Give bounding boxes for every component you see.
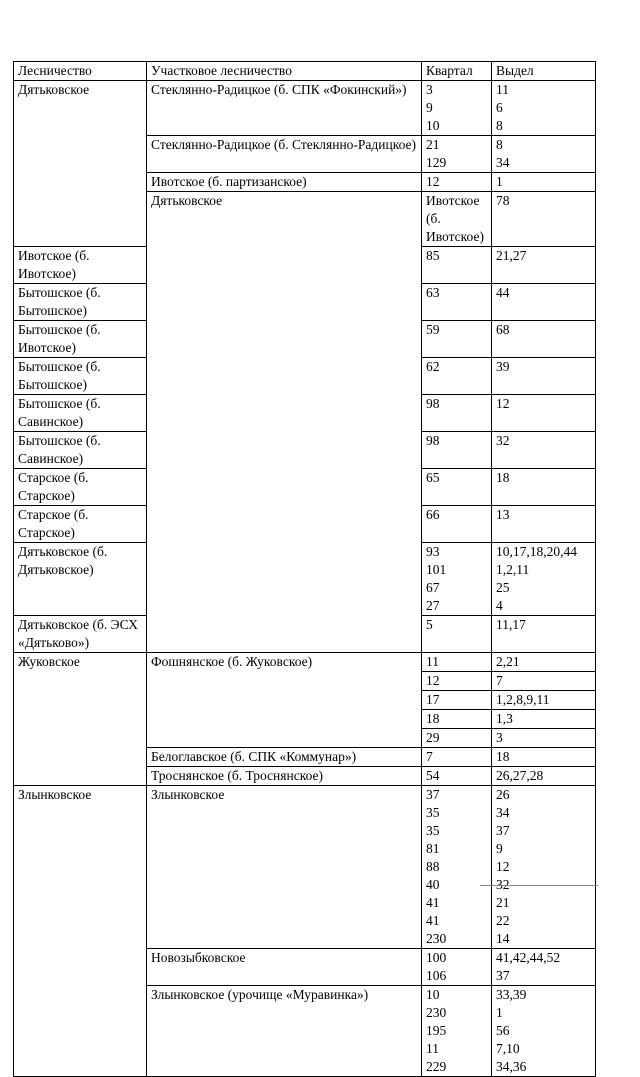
allotment-cell [492,395,596,432]
allotment-value: 33,39 [496,987,527,1002]
allotment-value: 14 [496,931,510,946]
quarter-cell [422,729,492,748]
quarter-value: 230 [426,1005,447,1020]
allotment-cell [492,284,596,321]
allotment-value: 7,10 [496,1041,520,1056]
quarter-value: 63 [426,285,440,300]
allotment-value: 13 [496,507,510,522]
allotment-value: 2,21 [496,654,520,669]
allotment-value: 21,27 [496,248,527,263]
forestry-cell: Дятьковское [147,192,422,653]
quarter-value: 41 [426,895,440,910]
allotment-value: 56 [496,1023,510,1038]
quarter-value: 195 [426,1023,447,1038]
allotment-value: 3 [496,730,503,745]
allotment-value: 34 [496,155,510,170]
allotment-cell [492,506,596,543]
district-cell: Новозыбковское [147,949,422,986]
quarter-value: 229 [426,1059,447,1074]
district-cell: Злынковское [147,786,422,949]
allotment-value: 1 [496,174,503,189]
allotment-cell [492,672,596,691]
district-cell: Троснянское (б. Троснянское) [147,767,422,786]
quarter-value: 27 [426,598,440,613]
quarter-cell [422,136,492,173]
quarter-value: 100 [426,950,447,965]
allotment-value: 26,27,28 [496,768,544,783]
quarter-value: 18 [426,711,440,726]
allotment-value: 12 [496,396,510,411]
allotment-value: 1,3 [496,711,513,726]
quarter-value: 10 [426,118,440,133]
allotment-value: 4 [496,598,503,613]
quarter-value: 101 [426,562,447,577]
table-row [14,81,596,136]
quarter-value: 12 [426,673,440,688]
quarter-cell [422,173,492,192]
allotment-cell [492,949,596,986]
table-row [14,786,596,949]
allotment-cell [492,173,596,192]
forestry-table [13,61,596,1077]
header-forestry: Лесничество [14,62,147,81]
forestry-cell: Дятьковское [14,81,147,247]
quarter-value: 17 [426,692,440,707]
allotment-cell [492,469,596,506]
quarter-value: 81 [426,841,440,856]
quarter-cell [422,358,492,395]
quarter-value: 129 [426,155,447,170]
quarter-cell [422,616,492,653]
quarter-value: 67 [426,580,440,595]
district-cell: Бытошское (б. Бытошское) [14,284,147,321]
allotment-value: 25 [496,580,510,595]
table-row [14,653,596,672]
allotment-value: 1,2,8,9,11 [496,692,550,707]
quarter-cell [492,192,596,247]
district-cell: Ивотское (б. Ивотское) [14,247,147,284]
allotment-cell [492,358,596,395]
district-cell: Дятьковское (б. Дятьковское) [14,543,147,616]
allotment-value: 1 [496,1005,503,1020]
quarter-cell [422,710,492,729]
table-body [14,81,596,1077]
forestry-cell: Злынковское [14,786,147,1077]
allotment-cell [492,136,596,173]
allotment-cell [492,729,596,748]
footer-line [480,885,598,886]
allotment-value: 11,17 [496,617,526,632]
quarter-value: 40 [426,877,440,892]
allotment-cell [492,767,596,786]
quarter-value: 21 [426,137,440,152]
allotment-cell [492,691,596,710]
quarter-cell [422,247,492,284]
allotment-cell [492,986,596,1077]
district-cell: Фошнянское (б. Жуковское) [147,653,422,748]
allotment-value: 68 [496,322,510,337]
district-cell: Стеклянно-Радицкое (б. СПК «Фокинский») [147,81,422,136]
allotment-value: 39 [496,359,510,374]
quarter-value: 66 [426,507,440,522]
district-cell: Дятьковское (б. ЭСХ «Дятьково») [14,616,147,653]
allotment-value: 18 [496,470,510,485]
district-cell: Злынковское (урочище «Муравинка») [147,986,422,1077]
quarter-value: 230 [426,931,447,946]
allotment-value: 44 [496,285,510,300]
quarter-value: 98 [426,433,440,448]
quarter-cell [422,786,492,949]
quarter-value: 37 [426,787,440,802]
quarter-cell [422,432,492,469]
allotment-value: 37 [496,968,510,983]
header-row [14,62,596,81]
quarter-cell [422,469,492,506]
quarter-value: 98 [426,396,440,411]
allotment-value: 11 [496,82,509,97]
quarter-value: 9 [426,100,433,115]
quarter-cell [422,672,492,691]
allotment-cell [492,321,596,358]
allotment-value: 32 [496,877,510,892]
quarter-cell [422,81,492,136]
allotment-cell [492,616,596,653]
quarter-cell [422,949,492,986]
allotment-value: 1,2,11 [496,562,530,577]
quarter-value: 88 [426,859,440,874]
allotment-value: 8 [496,137,503,152]
quarter-value: 12 [426,174,440,189]
allotment-cell [492,710,596,729]
district-cell: Бытошское (б. Ивотское) [14,321,147,358]
quarter-value: 93 [426,544,440,559]
quarter-value: 41 [426,913,440,928]
district-cell: Ивотское (б. Ивотское) [422,192,492,247]
quarter-value: 85 [426,248,440,263]
quarter-value: 54 [426,768,440,783]
allotment-value: 34 [496,805,510,820]
quarter-cell [422,395,492,432]
quarter-value: 106 [426,968,447,983]
quarter-value: 11 [426,654,439,669]
district-cell: Стеклянно-Радицкое (б. Стеклянно-Радицкое) [147,136,422,173]
quarter-cell [422,748,492,767]
district-cell: Старское (б. Старское) [14,506,147,543]
district-cell: Бытошское (б. Савинское) [14,395,147,432]
allotment-cell [492,748,596,767]
quarter-cell [422,691,492,710]
allotment-value: 41,42,44,52 [496,950,561,965]
allotment-value: 6 [496,100,503,115]
quarter-cell [422,767,492,786]
header-allotment: Выдел [492,62,596,81]
allotment-value: 37 [496,823,510,838]
allotment-value: 22 [496,913,510,928]
allotment-cell [492,653,596,672]
district-cell: Ивотское (б. партизанское) [147,173,422,192]
header-quarter: Квартал [422,62,492,81]
allotment-value: 10,17,18,20,44 [496,544,577,559]
allotment-cell [492,81,596,136]
allotment-value: 26 [496,787,510,802]
allotment-value: 18 [496,749,510,764]
quarter-cell [422,543,492,616]
quarter-cell [422,506,492,543]
district-cell: Бытошское (б. Бытошское) [14,358,147,395]
allotment-cell [492,786,596,949]
district-cell: Старское (б. Старское) [14,469,147,506]
quarter-value: 5 [426,617,433,632]
quarter-value: 29 [426,730,440,745]
quarter-cell [422,986,492,1077]
district-cell: Бытошское (б. Савинское) [14,432,147,469]
district-cell: Белоглавское (б. СПК «Коммунар») [147,748,422,767]
forestry-cell: Жуковское [14,653,147,786]
allotment-value: 9 [496,841,503,856]
allotment-cell [492,247,596,284]
quarter-value: 3 [426,82,433,97]
allotment-cell [492,543,596,616]
allotment-value: 34,36 [496,1059,527,1074]
quarter-value: 78 [496,193,510,208]
quarter-value: 65 [426,470,440,485]
quarter-value: 62 [426,359,440,374]
allotment-value: 12 [496,859,510,874]
allotment-cell [492,432,596,469]
quarter-value: 59 [426,322,440,337]
quarter-value: 10 [426,987,440,1002]
quarter-cell [422,653,492,672]
quarter-value: 35 [426,805,440,820]
allotment-value: 8 [496,118,503,133]
quarter-value: 35 [426,823,440,838]
quarter-value: 11 [426,1041,439,1056]
quarter-cell [422,284,492,321]
quarter-cell [422,321,492,358]
header-district: Участковое лесничество [147,62,422,81]
quarter-value: 7 [426,749,433,764]
allotment-value: 21 [496,895,510,910]
allotment-value: 32 [496,433,510,448]
allotment-value: 7 [496,673,503,688]
